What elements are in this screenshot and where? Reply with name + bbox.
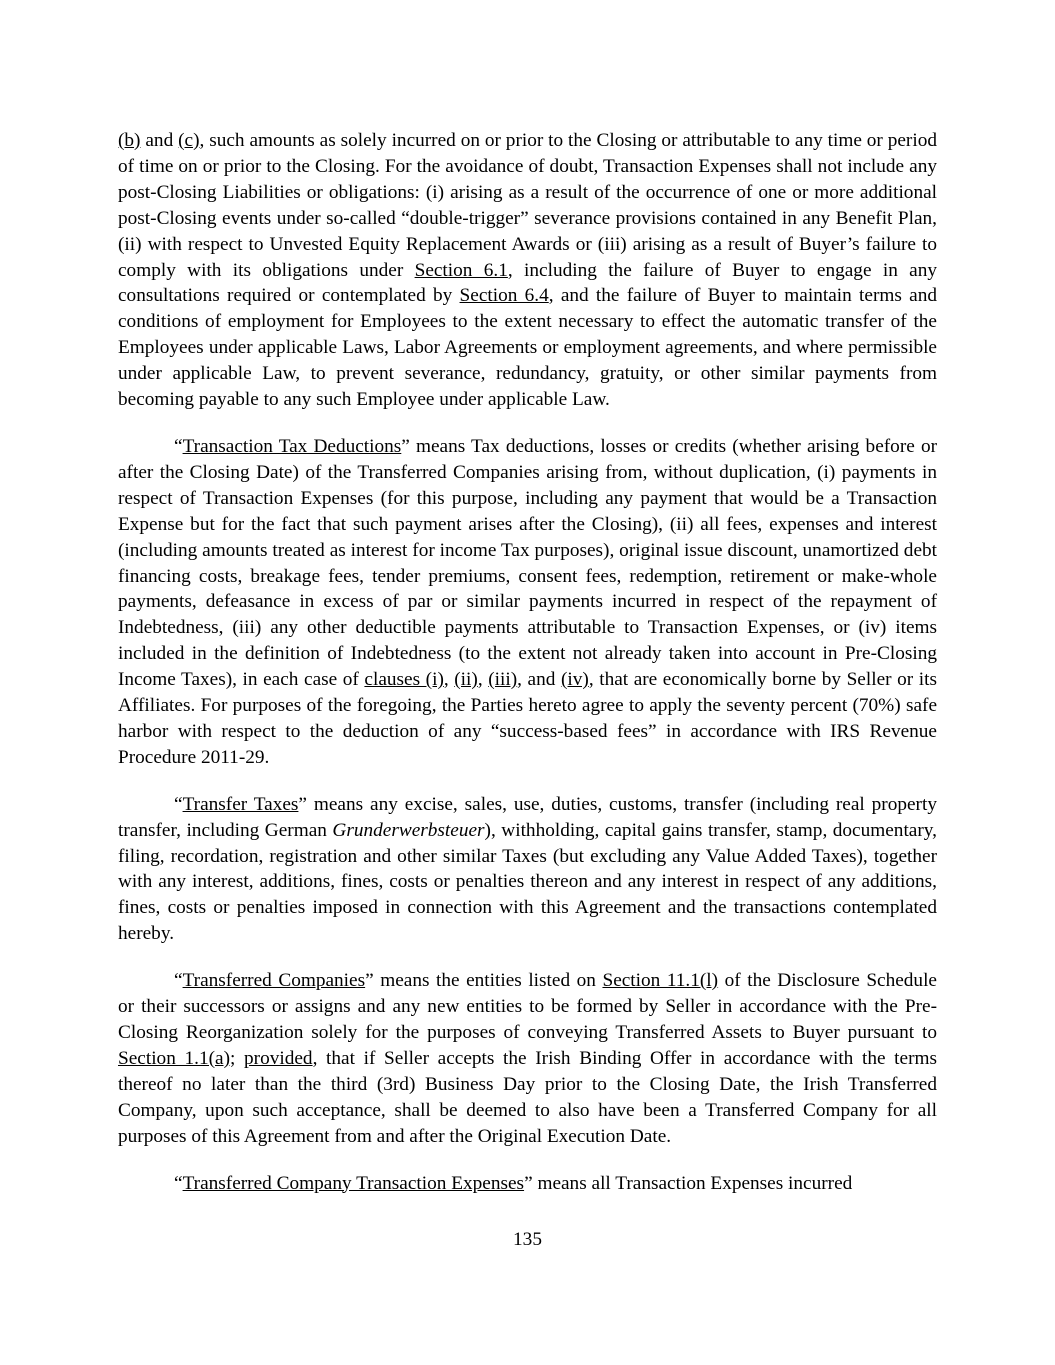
- text-run: ;: [230, 1047, 245, 1069]
- text-run: ” means any excise, sales, use, duties, customs, transfer (including real property transfer, including German: [118, 793, 937, 841]
- para-transferred-company-transaction-expenses: [118, 1171, 937, 1197]
- para-transaction-expenses-continued: [118, 128, 937, 413]
- defined-term: provided: [244, 1047, 313, 1069]
- text-run: “: [174, 435, 183, 457]
- para-transaction-tax-deductions: [118, 434, 937, 771]
- defined-term: (b): [118, 130, 141, 151]
- text-run: , including the failure of Buyer to engage in any consultations required or contemplated by: [118, 259, 938, 307]
- defined-term: Section 1.1(a): [118, 1047, 230, 1069]
- text-run: , and the failure of Buyer to maintain terms and conditions of employment for Employees to the extent necessary to effect the automatic transfer of the Employees under applicable Laws, Labor Agreements or employment agreements, and where permissible under applicable Law, to prevent severance, redundancy, gratuity, or other similar payments from becoming payable to any such Employee under applicable Law.: [118, 285, 937, 411]
- defined-term: (c): [178, 130, 200, 151]
- text-run: ” means all Transaction Expenses incurred: [524, 1172, 853, 1194]
- text-run: , such amounts as solely incurred on or prior to the Closing or attributable to any time or period of time on or prior to the Closing. For the avoidance of doubt, Transaction Expenses shall not include any post-Closing Liabilities or obligations: (i) arising as a result of the occurrence of one or more additional post-Closing events under so-called “double-trigger” severance provisions contained in any Benefit Plan, (ii) with respect to Unvested Equity Replacement Awards or (iii) arising as a result of Buyer’s failure to comply with its obligations under: [118, 130, 937, 281]
- para-transferred-companies: [118, 968, 937, 1149]
- defined-term: (iv): [560, 669, 589, 691]
- document-body: [118, 128, 937, 1196]
- text-run: “: [174, 1172, 183, 1194]
- text-run: “: [174, 970, 183, 992]
- defined-term: Section 6.1: [414, 259, 508, 281]
- defined-term: (iii): [488, 669, 518, 691]
- defined-term: clauses (i): [364, 669, 444, 691]
- text-run: , that are economically borne by Seller or its Affiliates. For purposes of the foregoing, the Parties hereto agree to apply the seventy percent (70%) safe harbor with respect to the deduction of any “success-based fees” in accordance with IRS Revenue Procedure 2011-29.: [118, 669, 937, 768]
- text-run: ” means the entities listed on: [365, 970, 603, 992]
- defined-term: Section 11.1(l): [602, 970, 719, 992]
- defined-term: Transferred Companies: [182, 970, 366, 992]
- text-run: , that if Seller accepts the Irish Binding Offer in accordance with the terms thereof no later than the third (3rd) Business Day prior to the Closing Date, the Irish Transferred Company, upon such acceptance, shall be deemed to also have been a Transferred Company for all purposes of this Agreement from and after the Original Execution Date.: [118, 1047, 938, 1147]
- foreign-term: Grunderwerbsteuer: [332, 819, 485, 841]
- text-run: ,: [477, 669, 489, 691]
- defined-term: Transaction Tax Deductions: [182, 435, 402, 457]
- text-run: ), withholding, capital gains transfer, stamp, documentary, filing, recordation, registration and other similar Taxes (but excluding any Value Added Taxes), together with any interest, additions, fines, costs or penalties thereon and any interest in respect of any additions, fines, costs or penalties imposed in connection with this Agreement and the transactions contemplated hereby.: [118, 819, 937, 945]
- text-run: “: [174, 793, 183, 815]
- text-run: ,: [443, 669, 455, 691]
- text-run: ” means Tax deductions, losses or credits (whether arising before or after the Closing Date) of the Transferred Companies arising from, without duplication, (i) payments in respect of Transaction Expenses (for this purpose, including any payment that would be a Transaction Expense but for the fact that such payment arises after the Closing), (ii) all fees, expenses and interest (including amounts treated as interest for income Tax purposes), original issue discount, unamortized debt financing costs, breakage fees, tender premiums, consent fees, redemption, retirement or make-whole payments, defeasance in excess of par or similar payments incurred in respect of the repayment of Indebtedness, (iii) any other deductible payments attributable to Transaction Expenses, or (iv) items included in the definition of Indebtedness (to the extent not already taken into account in Pre-Closing Income Taxes), in each case of: [118, 435, 938, 691]
- defined-term: Transferred Company Transaction Expenses: [182, 1172, 525, 1194]
- defined-term: Transfer Taxes: [182, 793, 299, 815]
- defined-term: Section 6.4: [459, 285, 549, 307]
- defined-term: (ii): [454, 669, 478, 691]
- text-run: , and: [517, 669, 561, 691]
- text-run: and: [140, 130, 179, 151]
- para-transfer-taxes: [118, 792, 937, 947]
- text-run: of the Disclosure Schedule or their successors or assigns and any new entities to be formed by Seller in accordance with the Pre-Closing Reorganization solely for the purposes of conveying Transferred Assets to Buyer pursuant to: [118, 970, 937, 1043]
- page-number: 135: [513, 1229, 542, 1250]
